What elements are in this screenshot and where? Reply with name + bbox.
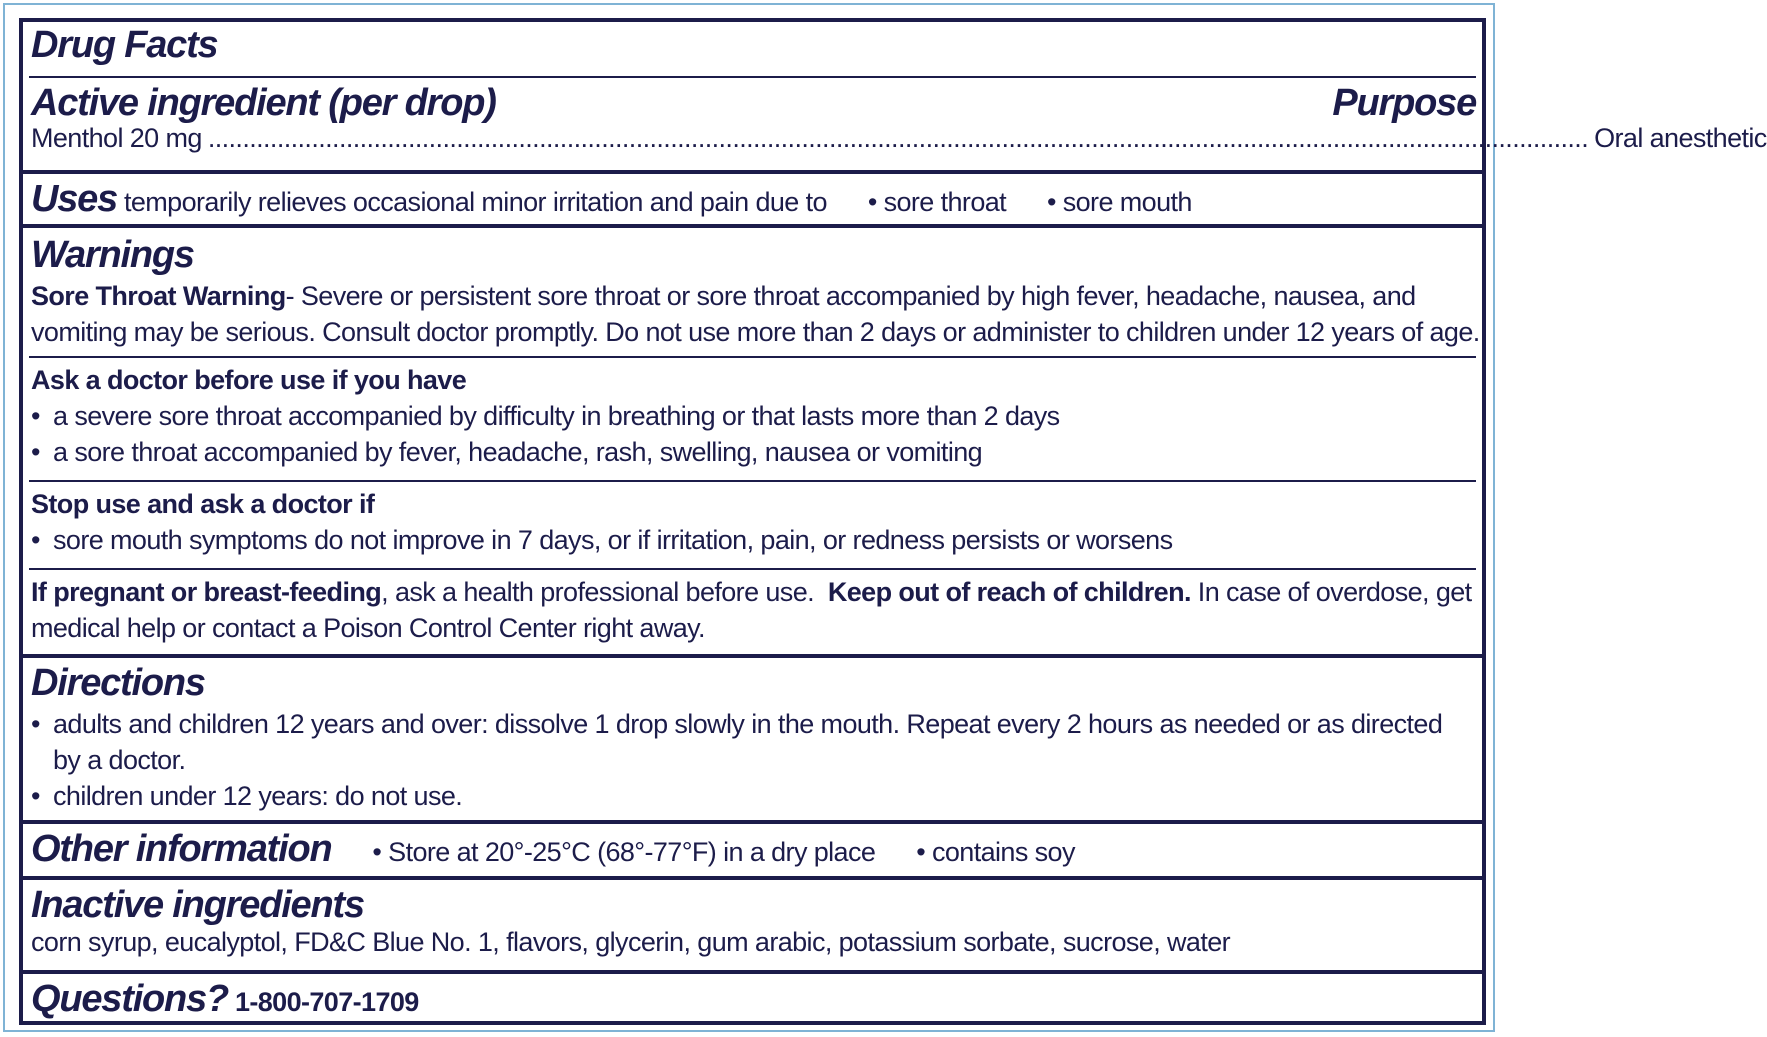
pregnancy-label: If pregnant or breast-feeding: [31, 577, 382, 607]
leader-dots: ........................................................................................................................................................................................................: [207, 123, 1589, 153]
sore-throat-warning-line2: vomiting may be serious. Consult doctor promptly. Do not use more than 2 days or administer to children under 12 years of age.: [31, 317, 1480, 347]
questions-phone: 1-800-707-1709: [234, 987, 419, 1017]
divider: [23, 820, 1482, 824]
divider: [23, 970, 1482, 974]
divider: [23, 876, 1482, 880]
overdose-text-line2: medical help or contact a Poison Control Center right away.: [31, 613, 705, 643]
label-frame: [3, 3, 1767, 1032]
other-information-item: • Store at 20°-25°C (68°-77°F) in a dry place: [372, 837, 876, 867]
ask-doctor-heading: Ask a doctor before use if you have: [31, 365, 467, 395]
list-item-continuation: by a doctor.: [53, 745, 186, 775]
inactive-ingredients-heading: Inactive ingredients: [31, 884, 364, 926]
stop-use-section: [23, 486, 1482, 558]
warnings-heading: Warnings: [31, 234, 194, 276]
directions-section: [23, 660, 1482, 814]
list-item: • a sore throat accompanied by fever, headache, rash, swelling, nausea or vomiting: [31, 437, 983, 467]
other-information-heading: Other information: [31, 828, 332, 870]
questions-section: [23, 976, 1482, 1022]
list-item: • children under 12 years: do not use.: [31, 781, 463, 811]
keep-out-of-reach-label: Keep out of reach of children.: [827, 577, 1191, 607]
divider: [23, 224, 1482, 228]
drug-facts-panel: [19, 18, 1767, 1025]
active-ingredient-section: [23, 80, 1767, 156]
active-ingredient-purpose: Oral anesthetic: [1594, 123, 1767, 153]
drug-facts-title: Drug Facts: [31, 24, 218, 66]
pregnancy-section: [23, 574, 1482, 646]
divider: [29, 356, 1476, 358]
uses-item: • sore throat: [867, 187, 1007, 217]
active-ingredient-heading: Active ingredient (per drop): [31, 82, 496, 124]
uses-section: [23, 176, 1482, 222]
divider: [23, 170, 1482, 174]
sore-throat-warning-label: Sore Throat Warning: [31, 281, 286, 311]
divider: [29, 76, 1476, 78]
list-item: • sore mouth symptoms do not improve in 7 days, or if irritation, pain, or redness persists or worsens: [31, 525, 1173, 555]
list-item: • a severe sore throat accompanied by difficulty in breathing or that lasts more than 2 days: [31, 401, 1060, 431]
uses-heading: Uses: [31, 178, 118, 220]
purpose-heading: Purpose: [1332, 82, 1476, 124]
active-ingredient-name: Menthol 20 mg: [31, 123, 202, 153]
pregnancy-text: , ask a health professional before use.: [381, 577, 815, 607]
divider: [23, 654, 1482, 658]
drug-facts-section: [23, 22, 1482, 68]
list-item: • adults and children 12 years and over: dissolve 1 drop slowly in the mouth. Repeat every 2 hours as needed or as directed: [31, 709, 1443, 739]
divider: [29, 568, 1476, 570]
directions-heading: Directions: [31, 662, 205, 704]
inactive-ingredients-section: [23, 882, 1482, 960]
overdose-text: In case of overdose, get: [1190, 577, 1472, 607]
divider: [29, 480, 1476, 482]
warnings-section: [23, 232, 1482, 350]
ask-doctor-section: [23, 362, 1482, 470]
uses-text: temporarily relieves occasional minor irritation and pain due to: [123, 187, 827, 217]
sore-throat-warning: Sore Throat Warning- Severe or persistent sore throat or sore throat accompanied by high fever, headache, nausea, and: [31, 281, 1416, 311]
other-information-section: [23, 826, 1482, 872]
questions-heading: Questions?: [31, 978, 229, 1020]
other-information-item: • contains soy: [916, 837, 1075, 867]
inactive-ingredients-text: corn syrup, eucalyptol, FD&C Blue No. 1, flavors, glycerin, gum arabic, potassium sorbate, sucrose, water: [31, 927, 1231, 957]
stop-use-heading: Stop use and ask a doctor if: [31, 489, 375, 519]
uses-item: • sore mouth: [1046, 187, 1192, 217]
